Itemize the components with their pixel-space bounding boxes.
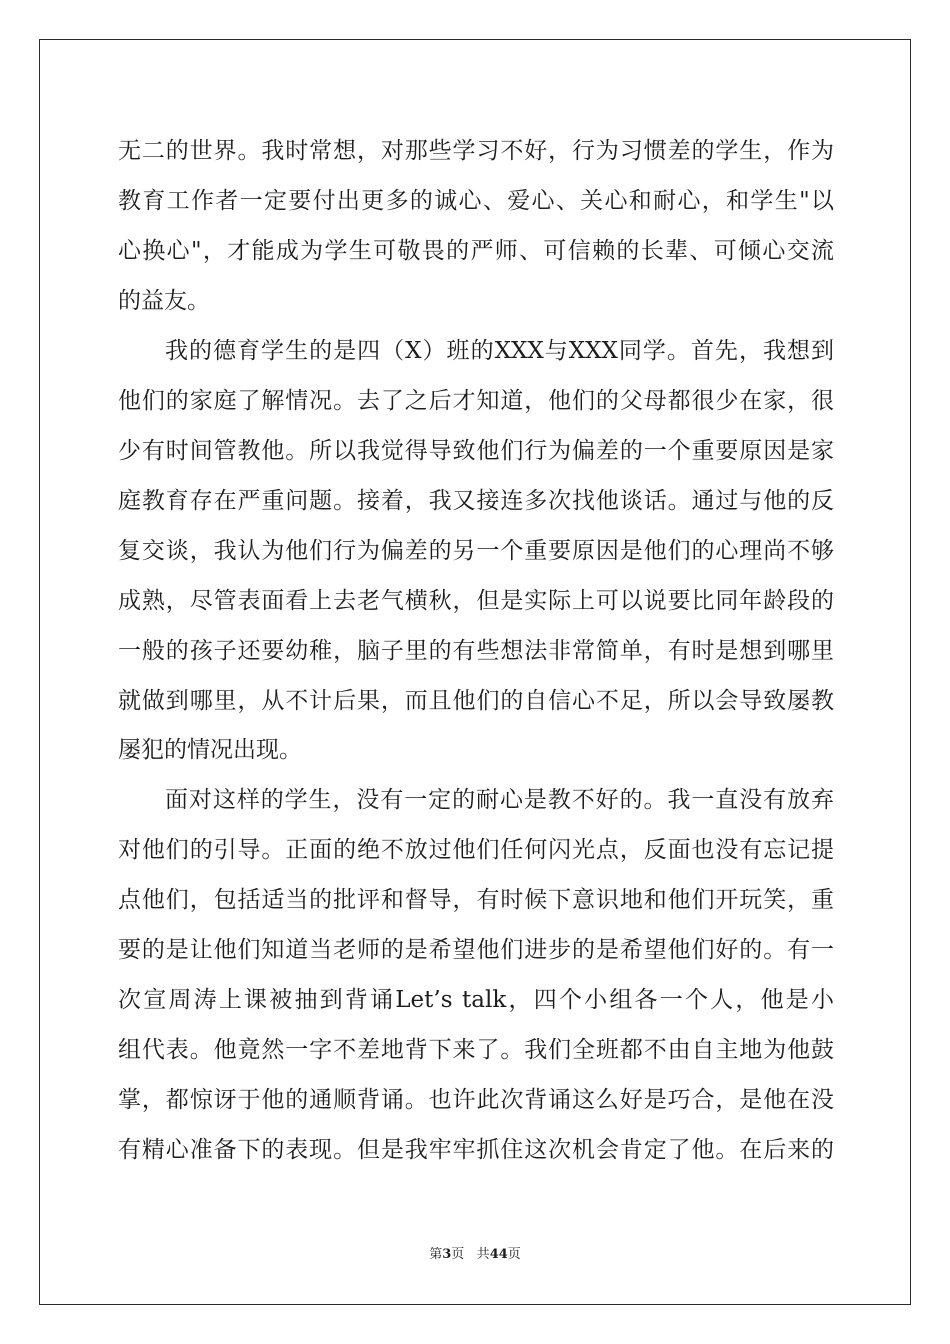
text-line: 组代表。他竟然一字不差地背下来了。我们全班都不由自主地为他鼓 [118,1037,834,1063]
text-line: 点他们，包括适当的批评和督导，有时候下意识地和他们开玩笑，重 [118,887,834,913]
text-line: 的益友。 [118,288,210,314]
footer-page-number: 3 [442,1247,452,1262]
paragraph-first-line: 我的德育学生的是四（X）班的XXX与XXX同学。首先，我想到 [165,338,834,364]
footer-total-suffix: 页 [507,1247,521,1262]
text-line: 就做到哪里，从不计后果，而且他们的自信心不足，所以会导致屡教 [118,688,834,714]
text-line: 次宣周涛上课被抽到背诵Let’s talk，四个小组各一个人，他是小 [118,987,834,1013]
text-line: 庭教育存在严重问题。接着，我又接连多次找他谈话。通过与他的反 [118,488,834,514]
text-line: 掌，都惊讶于他的通顺背诵。也许此次背诵这么好是巧合，是他在没 [118,1087,834,1113]
text-line: 教育工作者一定要付出更多的诚心、爱心、关心和耐心，和学生"以 [118,188,834,214]
page-footer [0,1243,950,1262]
footer-total-pages: 44 [489,1247,508,1262]
text-line: 对他们的引导。正面的绝不放过他们任何闪光点，反面也没有忘记提 [118,837,834,863]
text-line: 心换心"，才能成为学生可敬畏的严师、可信赖的长辈、可倾心交流 [118,238,834,264]
text-line: 成熟，尽管表面看上去老气横秋，但是实际上可以说要比同年龄段的 [118,588,834,614]
text-line: 要的是让他们知道当老师的是希望他们进步的是希望他们好的。有一 [118,937,834,963]
text-line: 少有时间管教他。所以我觉得导致他们行为偏差的一个重要原因是家 [118,438,834,464]
text-line: 无二的世界。我时常想，对那些学习不好，行为习惯差的学生，作为 [118,138,834,164]
text-line: 有精心准备下的表现。但是我牢牢抓住这次机会肯定了他。在后来的 [118,1137,834,1163]
text-line: 复交谈，我认为他们行为偏差的另一个重要原因是他们的心理尚不够 [118,538,834,564]
paragraph-first-line: 面对这样的学生，没有一定的耐心是教不好的。我一直没有放弃 [165,787,834,813]
footer-page-suffix: 页 [451,1247,465,1262]
text-line: 他们的家庭了解情况。去了之后才知道，他们的父母都很少在家，很 [118,388,834,414]
text-line: 屡犯的情况出现。 [118,737,302,763]
footer-prefix: 第 [429,1247,443,1262]
footer-total-prefix: 共 [476,1247,490,1262]
text-line: 一般的孩子还要幼稚，脑子里的有些想法非常简单，有时是想到哪里 [118,638,834,664]
